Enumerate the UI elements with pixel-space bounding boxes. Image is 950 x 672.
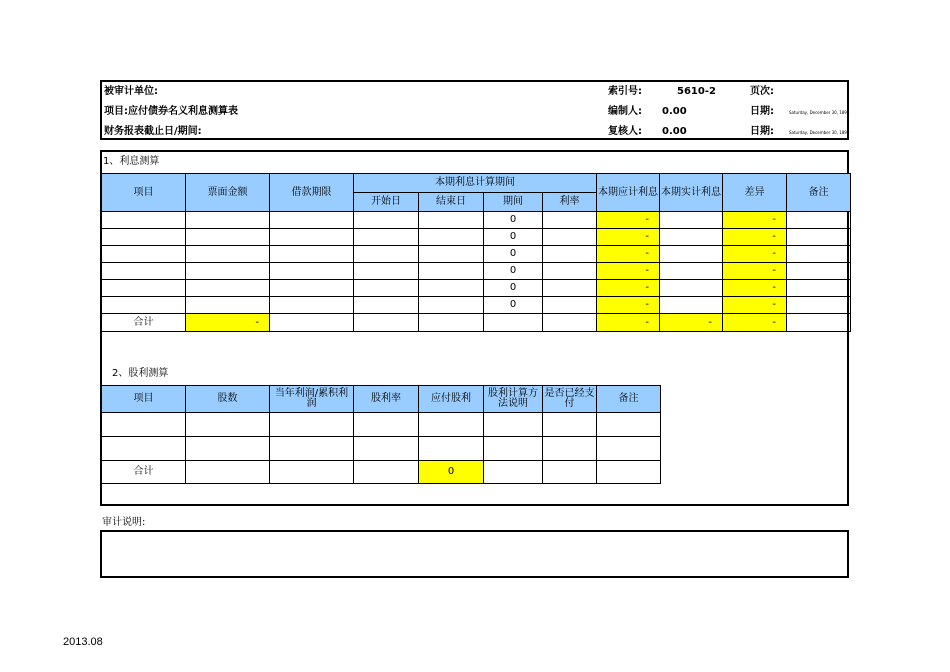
total-row	[102, 314, 851, 332]
cell[interactable]	[186, 263, 270, 280]
page-label: 页次:	[750, 86, 774, 97]
cell[interactable]	[354, 413, 419, 437]
cell[interactable]	[354, 461, 419, 484]
duration-cell[interactable]: 0	[484, 246, 543, 263]
cell[interactable]	[484, 461, 543, 484]
cell[interactable]	[787, 297, 851, 314]
accrued-cell[interactable]: -	[597, 263, 660, 280]
cell[interactable]	[543, 263, 597, 280]
div-col-shares: 股数	[186, 386, 270, 413]
cell[interactable]	[419, 212, 484, 229]
header-block	[100, 80, 849, 140]
date-value-2: Saturday, December 30, 1899	[789, 130, 850, 135]
col-item: 项目	[102, 174, 186, 212]
cell[interactable]	[660, 229, 723, 246]
diff-cell[interactable]: -	[723, 280, 787, 297]
preparer-value: 0.00	[662, 106, 687, 117]
diff-cell[interactable]: -	[723, 229, 787, 246]
cell[interactable]	[270, 314, 354, 332]
cell[interactable]	[102, 212, 186, 229]
div-total-payable[interactable]: 0	[419, 461, 484, 484]
cell[interactable]	[186, 461, 270, 484]
dividend-table	[101, 385, 661, 484]
accrued-cell[interactable]: -	[597, 229, 660, 246]
cell[interactable]	[543, 413, 597, 437]
cell[interactable]	[660, 297, 723, 314]
div-total-label: 合计	[102, 461, 186, 484]
table-row	[102, 413, 661, 437]
cell[interactable]	[660, 280, 723, 297]
cell[interactable]	[543, 297, 597, 314]
cell[interactable]	[543, 246, 597, 263]
table-row	[102, 280, 851, 297]
cell[interactable]	[354, 246, 419, 263]
cell[interactable]	[543, 212, 597, 229]
col-actual: 本期实计利息	[660, 174, 723, 212]
cell[interactable]	[597, 413, 661, 437]
cell[interactable]	[543, 437, 597, 461]
cell[interactable]	[186, 437, 270, 461]
cell[interactable]	[419, 297, 484, 314]
cell[interactable]	[270, 461, 354, 484]
cell[interactable]	[354, 314, 419, 332]
preparer-label: 编制人:	[608, 106, 642, 117]
cell[interactable]	[787, 314, 851, 332]
duration-cell[interactable]: 0	[484, 212, 543, 229]
div-col-ratio: 股利率	[354, 386, 419, 413]
total-face-amount[interactable]: -	[186, 314, 270, 332]
col-end: 结束日	[419, 193, 484, 212]
cell[interactable]	[102, 413, 186, 437]
interest-table	[101, 173, 851, 332]
cell[interactable]	[186, 413, 270, 437]
col-duration: 期间	[484, 193, 543, 212]
index-label: 索引号:	[608, 86, 642, 97]
cell[interactable]	[419, 263, 484, 280]
cell[interactable]	[354, 437, 419, 461]
dividend-section-title: 2、股利测算	[112, 368, 169, 379]
cell[interactable]	[102, 437, 186, 461]
total-row	[102, 461, 661, 484]
cell[interactable]	[270, 280, 354, 297]
cell[interactable]	[270, 229, 354, 246]
cell[interactable]	[543, 314, 597, 332]
period-label: 财务报表截止日/期间:	[104, 126, 202, 137]
cell[interactable]	[787, 263, 851, 280]
project-label: 项目:应付债券名义利息测算表	[104, 106, 238, 117]
div-col-remark: 备注	[597, 386, 661, 413]
cell[interactable]	[186, 212, 270, 229]
cell[interactable]	[787, 212, 851, 229]
entity-label: 被审计单位:	[104, 86, 158, 97]
cell[interactable]	[419, 280, 484, 297]
table-row	[102, 229, 851, 246]
cell[interactable]	[543, 229, 597, 246]
table-row	[102, 263, 851, 280]
cell[interactable]	[102, 263, 186, 280]
duration-cell[interactable]: 0	[484, 280, 543, 297]
cell[interactable]	[354, 263, 419, 280]
cell[interactable]	[543, 280, 597, 297]
cell[interactable]	[102, 246, 186, 263]
accrued-cell[interactable]: -	[597, 246, 660, 263]
reviewer-value: 0.00	[662, 126, 687, 137]
diff-cell[interactable]: -	[723, 212, 787, 229]
col-face-amount: 票面金额	[186, 174, 270, 212]
total-label: 合计	[102, 314, 186, 332]
table-row	[102, 212, 851, 229]
col-period-group: 本期利息计算期间	[354, 174, 597, 193]
duration-cell[interactable]: 0	[484, 297, 543, 314]
main-frame	[100, 150, 849, 506]
cell[interactable]	[597, 437, 661, 461]
cell[interactable]	[102, 297, 186, 314]
cell[interactable]	[354, 229, 419, 246]
cell[interactable]	[543, 461, 597, 484]
cell[interactable]	[787, 246, 851, 263]
table-row	[102, 437, 661, 461]
col-diff: 差异	[723, 174, 787, 212]
cell[interactable]	[270, 246, 354, 263]
cell[interactable]	[484, 437, 543, 461]
cell[interactable]	[270, 212, 354, 229]
total-actual[interactable]: -	[660, 314, 723, 332]
interest-section-title: 1、利息测算	[103, 156, 160, 167]
col-term: 借款期限	[270, 174, 354, 212]
cell[interactable]	[186, 229, 270, 246]
cell[interactable]	[419, 413, 484, 437]
index-value: 5610-2	[677, 86, 716, 97]
table-row	[102, 246, 851, 263]
cell[interactable]	[270, 437, 354, 461]
cell[interactable]	[787, 280, 851, 297]
cell[interactable]	[354, 280, 419, 297]
cell[interactable]	[484, 314, 543, 332]
cell[interactable]	[354, 212, 419, 229]
date-label-2: 日期:	[750, 126, 774, 137]
cell[interactable]	[597, 461, 661, 484]
cell[interactable]	[186, 297, 270, 314]
accrued-cell[interactable]: -	[597, 297, 660, 314]
date-label-1: 日期:	[750, 106, 774, 117]
accrued-cell[interactable]: -	[597, 280, 660, 297]
cell[interactable]	[419, 437, 484, 461]
diff-cell[interactable]: -	[723, 263, 787, 280]
diff-cell[interactable]: -	[723, 297, 787, 314]
reviewer-label: 复核人:	[608, 126, 642, 137]
duration-cell[interactable]: 0	[484, 229, 543, 246]
total-diff[interactable]: -	[723, 314, 787, 332]
cell[interactable]	[660, 212, 723, 229]
cell[interactable]	[660, 263, 723, 280]
div-col-payable: 应付股利	[419, 386, 484, 413]
total-accrued[interactable]: -	[597, 314, 660, 332]
accrued-cell[interactable]: -	[597, 212, 660, 229]
table-row	[102, 297, 851, 314]
col-start: 开始日	[354, 193, 419, 212]
cell[interactable]	[186, 280, 270, 297]
col-accrued: 本期应计利息	[597, 174, 660, 212]
cell[interactable]	[270, 297, 354, 314]
div-col-method: 股利计算方法说明	[484, 386, 543, 413]
cell[interactable]	[419, 229, 484, 246]
duration-cell[interactable]: 0	[484, 263, 543, 280]
div-col-profit: 当年利润/累积利润	[270, 386, 354, 413]
cell[interactable]	[186, 246, 270, 263]
cell[interactable]	[102, 229, 186, 246]
cell[interactable]	[270, 263, 354, 280]
audit-notes-label: 审计说明:	[102, 517, 146, 528]
cell[interactable]	[484, 413, 543, 437]
diff-cell[interactable]: -	[723, 246, 787, 263]
div-col-item: 项目	[102, 386, 186, 413]
cell[interactable]	[354, 297, 419, 314]
cell[interactable]	[660, 246, 723, 263]
cell[interactable]	[419, 314, 484, 332]
cell[interactable]	[270, 413, 354, 437]
date-value-1: Saturday, December 30, 1899	[789, 110, 850, 115]
div-col-paid: 是否已经支付	[543, 386, 597, 413]
audit-notes-box[interactable]	[100, 530, 849, 578]
col-rate: 利率	[543, 193, 597, 212]
col-remark: 备注	[787, 174, 851, 212]
cell[interactable]	[419, 246, 484, 263]
cell[interactable]	[102, 280, 186, 297]
footer-version: 2013.08	[63, 636, 103, 648]
cell[interactable]	[787, 229, 851, 246]
